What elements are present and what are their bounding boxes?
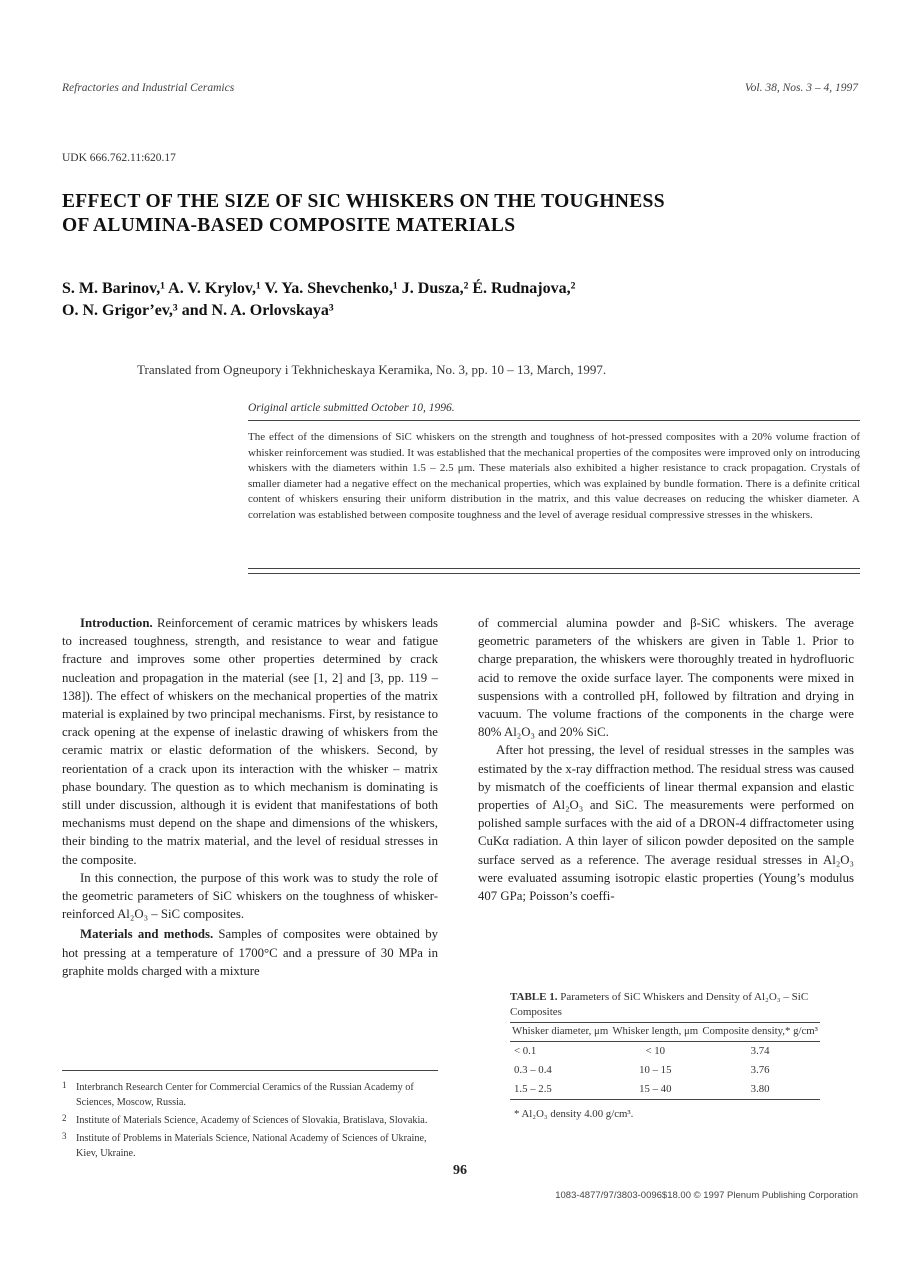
table-cell: 3.74 <box>750 1045 770 1057</box>
running-header-journal: Refractories and Industrial Ceramics <box>62 82 235 94</box>
intro-heading: Introduction. <box>80 616 153 630</box>
author-list-line-2: O. N. Grigor’ev,³ and N. A. Orlovskaya³ <box>62 302 334 319</box>
table-cell: 1.5 – 2.5 <box>510 1080 610 1100</box>
table-cell: 10 – 15 <box>639 1064 672 1076</box>
abstract-bottom-rule-2 <box>248 573 860 574</box>
methods-text-left: Samples of composites were obtained by hot pressing at a temperature of 1700°C and a pressure of 30 MPa in graphite molds charged with a mixture <box>62 927 439 978</box>
purpose-paragraph: In this connection, the purpose of this work was to study the role of the geometric parameters of SiC whiskers on the toughness of whisker-reinforced Al₂O₃ – SiC composites. <box>62 870 438 922</box>
table-row <box>510 1061 820 1080</box>
footnote-1: 1 Interbranch Research Center for Commercial Ceramics of the Russian Academy of Sciences, Moscow, Russia. <box>62 1080 414 1108</box>
table-cell: 3.80 <box>700 1080 820 1100</box>
table-caption-text: Parameters of SiC Whiskers and Density of Al₂O₃ – SiC Composites <box>510 991 809 1018</box>
translation-note: Translated from Ogneupory i Tekhnicheskaya Keramika, No. 3, pp. 10 – 13, March, 1997. <box>137 362 607 377</box>
table-header-length: Whisker length, μm <box>610 1023 700 1042</box>
table-header-density: Composite density,* g/cm³ <box>700 1023 820 1042</box>
table-cell: < 10 <box>645 1045 666 1057</box>
table-footnote: * Al₂O₃ density 4.00 g/cm³. <box>514 1108 634 1120</box>
table-caption <box>510 990 820 1020</box>
udk-code: UDK 666.762.11:620.17 <box>62 152 176 164</box>
abstract: The effect of the dimensions of SiC whiskers on the strength and toughness of hot-pressed composites with a 20% volume fraction of whisker reinforcement was studied. It was established that the mechanical properties of the composites were improved only on introducing whiskers with the diameters within 1.5 – 2.5 μm. These materials also exhibited a higher resistance to crack propagation. Crystals of smaller diameter had a negative effect on the mechanical properties, which was explained by bundle formation. There is a definite critical content of whiskers ensuring their uniform distribution in the matrix, and this value decreases on reducing the whisker diameter. A correlation was established between composite toughness and the level of average residual compressive stresses in the whiskers. <box>248 431 860 521</box>
methods-heading: Materials and methods. <box>80 927 214 942</box>
methods-paragraph <box>62 925 438 980</box>
footnote-rule <box>62 1070 438 1071</box>
author-list-line-1: S. M. Barinov,¹ A. V. Krylov,¹ V. Ya. Shevchenko,¹ J. Dusza,² É. Rudnajova,² <box>62 280 576 297</box>
abstract-bottom-rule <box>248 568 860 569</box>
table-1 <box>510 990 820 1120</box>
copyright-footer: 1083-4877/97/3803-0096$18.00 © 1997 Plenum Publishing Corporation <box>555 1190 858 1201</box>
table-row <box>510 1042 820 1062</box>
body-column-left <box>62 614 438 980</box>
table-cell: 0.3 – 0.4 <box>514 1064 552 1076</box>
author-list <box>62 278 822 322</box>
table-label: TABLE 1. <box>510 991 558 1003</box>
table-cell: 3.76 <box>750 1064 770 1076</box>
article-title-line-2: OF ALUMINA-BASED COMPOSITE MATERIALS <box>62 215 516 236</box>
footnote-2: 2 Institute of Materials Science, Academy of Sciences of Slovakia, Bratislava, Slovakia. <box>62 1113 428 1126</box>
table-cell: 15 – 40 <box>610 1080 700 1100</box>
submission-date: Original article submitted October 10, 1996. <box>248 402 455 414</box>
article-title-line-1: EFFECT OF THE SIZE OF SIC WHISKERS ON THE TOUGHNESS <box>62 191 665 212</box>
article-title <box>62 190 822 238</box>
stress-paragraph: After hot pressing, the level of residual stresses in the samples was estimated by the x-ray diffraction method. The residual stress was caused by mismatch of the coefficients of linear thermal expansion and elastic properties of Al₂O₃ and SiC. The measurements were performed on polished sample surfaces with the aid of a DRON-4 diffractometer using CuKα radiation. A thin layer of silicon powder deposited on the sample surface served as a reference. The average residual stresses in Al₂O₃ were evaluated assuming isotropic elastic properties (Young’s modulus 407 GPa; Poisson’s coeffi- <box>478 743 854 904</box>
body-column-right <box>478 614 854 905</box>
table-row <box>510 1080 820 1100</box>
footnote-3: 3 Institute of Problems in Materials Science, National Academy of Sciences of Ukraine, Kiev, Ukraine. <box>62 1131 427 1159</box>
table-header-diameter: Whisker diameter, μm <box>510 1023 610 1042</box>
parameters-table <box>510 1022 820 1100</box>
footnotes <box>62 1080 438 1164</box>
intro-text: Reinforcement of ceramic matrices by whiskers leads to increased toughness, strength, and resistance to wear and fatigue fracture and improves some other properties determined by crack nucleation and propagation in the material (see [1, 2] and [3, pp. 119 – 138]). The effect of whiskers on the mechanical properties of the matrix material is explained by two principal mechanisms. First, by resistance to crack opening at the expense of inelastic drawing of whiskers from the ceramic matrix or elastic deformation of the whiskers. Second, by reorientation of a crack upon its interaction with the whisker – matrix phase boundary. The question as to which mechanism is dominating is still under discussion, although it is evident that manifestations of both mechanisms must depend on the shape and dimensions of the whiskers, their binding to the matrix material, and the level of residual stresses in the composite. <box>62 616 438 867</box>
intro-paragraph <box>62 614 438 869</box>
methods-text-right: of commercial alumina powder and β-SiC whiskers. The average geometric parameters of the whiskers are given in Table 1. Prior to charge preparation, the whiskers were thoroughly treated in hydrofluoric acid to remove the oxide surface layer. The components were mixed in suspensions with a controlled pH, followed by filtration and drying in vacuum. The volume fractions of the components in the charge were 80% Al₂O₃ and 20% SiC. <box>478 616 854 740</box>
abstract-top-rule <box>248 420 860 421</box>
running-header-volume: Vol. 38, Nos. 3 – 4, 1997 <box>744 82 858 94</box>
table-cell: < 0.1 <box>514 1045 537 1057</box>
page-number: 96 <box>453 1163 467 1178</box>
